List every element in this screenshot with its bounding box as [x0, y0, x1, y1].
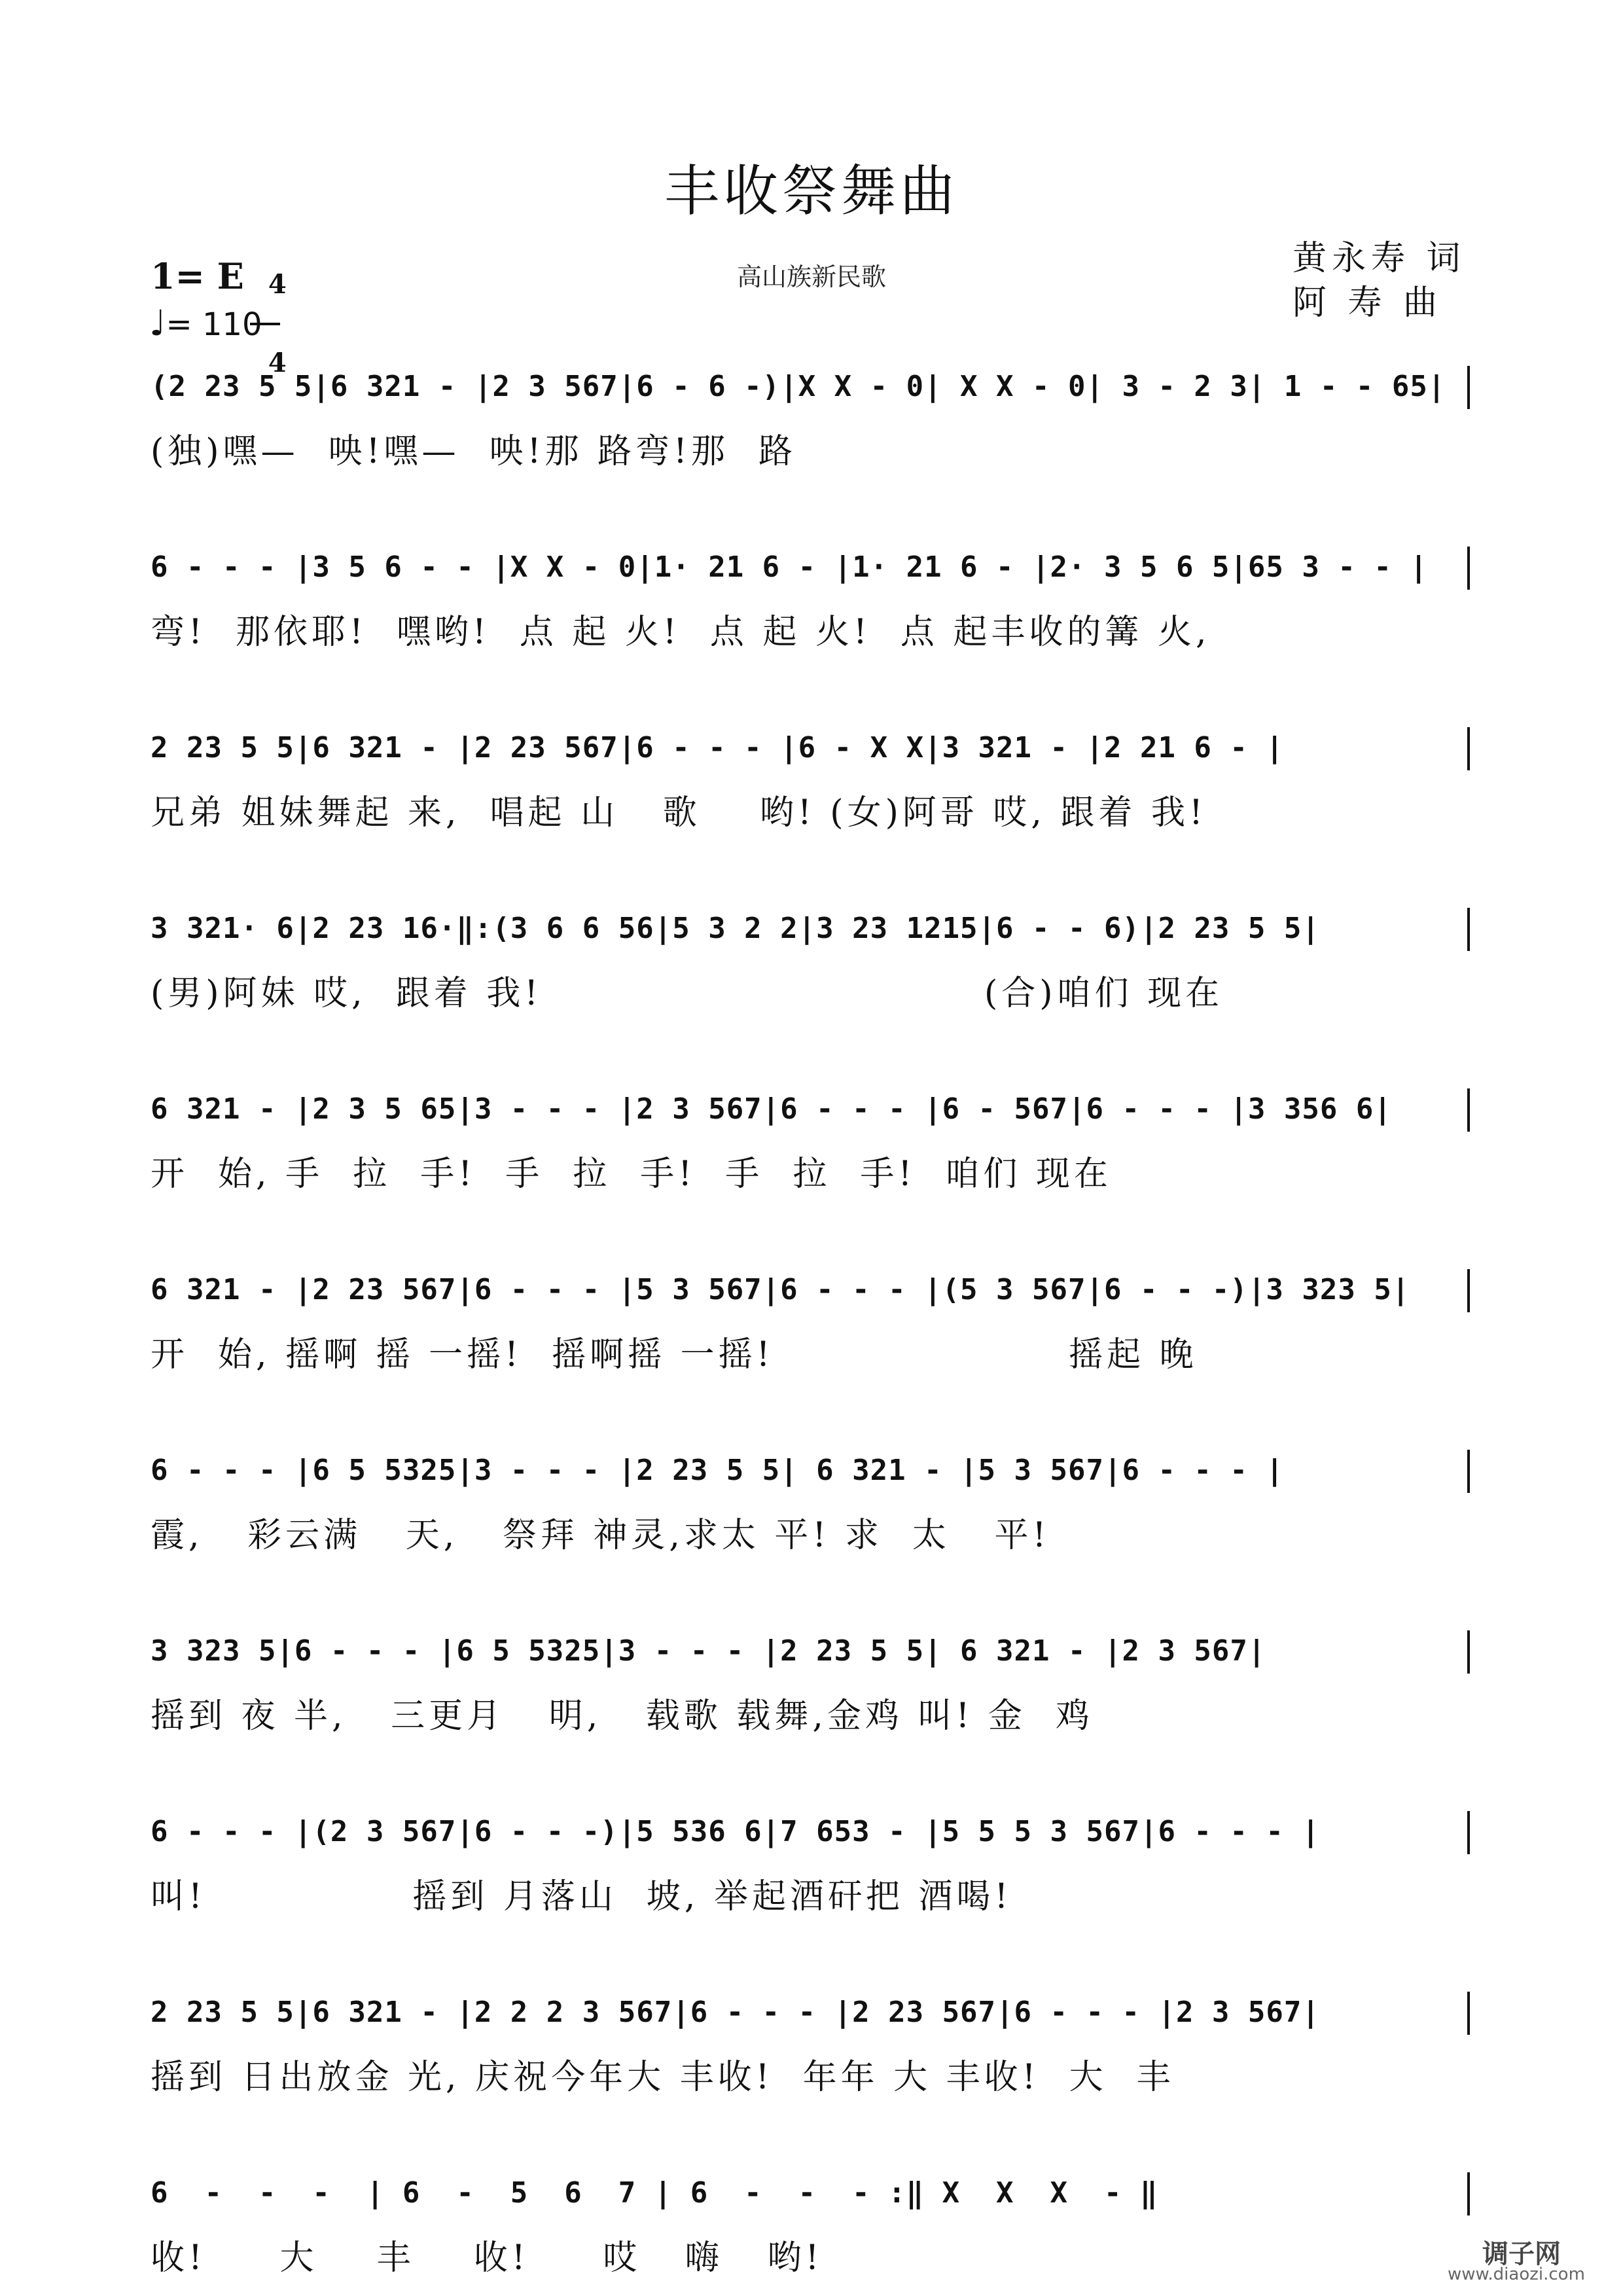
system-end-barline	[1467, 908, 1470, 951]
lyrics-line: 霞, 彩云满 天, 祭拜 神灵,求太 平! 求 太 平!	[151, 1516, 1050, 1555]
system-end-barline	[1467, 1630, 1470, 1674]
watermark-site-url: www.diaozi.com	[1448, 2265, 1585, 2284]
system-end-barline	[1467, 1269, 1470, 1312]
lyrics-line: (男)阿妹 哎, 跟着 我! (合)咱们 现在	[151, 974, 1224, 1013]
notation-line: 2 23 5 5|6 321 - |2 2 2 3 567|6 - - - |2 23 567|6 - - - |2 3 567|	[151, 1996, 1320, 2029]
notation-line: 6 321 - |2 3 5 65|3 - - - |2 3 567|6 - - - |6 - 567|6 - - - |3 356 6|	[151, 1092, 1392, 1126]
notation-line: 3 323 5|6 - - - |6 5 5325|3 - - - |2 23 5 5| 6 321 - |2 3 567|	[151, 1634, 1266, 1668]
lyrics-line: 收! 大 丰 收! 哎 嗨 哟!	[151, 2238, 823, 2278]
watermark-site-name: 调子网	[1482, 2239, 1561, 2269]
system-end-barline	[1467, 547, 1470, 590]
lyricist-credit: 黄永寿 词	[1293, 239, 1466, 278]
lyrics-line: (独)嘿— 咉!嘿— 咉!那 路弯!那 路	[151, 432, 796, 471]
lyrics-line: 摇到 日出放金 光, 庆祝今年大 丰收! 年年 大 丰收! 大 丰	[151, 2058, 1175, 2097]
system-end-barline	[1467, 2172, 1470, 2215]
system-end-barline	[1467, 366, 1470, 409]
notation-line: 3 321· 6|2 23 16·‖:(3 6 6 56|5 3 2 2|3 23 1215|6 - - 6)|2 23 5 5|	[151, 912, 1320, 945]
system-end-barline	[1467, 727, 1470, 770]
system-end-barline	[1467, 1992, 1470, 2035]
time-signature-bottom: 4	[268, 348, 287, 378]
notation-line: 6 - - - |3 5 6 - - |X X - 0|1· 21 6 - |1· 21 6 - |2· 3 5 6 5|65 3 - - |	[151, 550, 1428, 584]
system-end-barline	[1467, 1088, 1470, 1132]
notation-line: (2 23 5 5|6 321 - |2 3 567|6 - 6 -)|X X - 0| X X - 0| 3 - 2 3| 1 - - 65|	[151, 370, 1446, 403]
notation-line: 6 - - - |(2 3 567|6 - - -)|5 536 6|7 653 - |5 5 5 3 567|6 - - - |	[151, 1815, 1320, 1848]
system-end-barline	[1467, 1811, 1470, 1854]
notation-line: 6 321 - |2 23 567|6 - - - |5 3 567|6 - - - |(5 3 567|6 - - -)|3 323 5|	[151, 1273, 1410, 1306]
time-signature-top: 4	[268, 269, 287, 300]
tempo-value: = 110	[166, 306, 262, 343]
key-signature: 1= E	[151, 255, 244, 297]
lyrics-line: 开 始, 摇啊 摇 一摇! 摇啊摇 一摇! 摇起 晚	[151, 1335, 1198, 1374]
lyrics-line: 开 始, 手 拉 手! 手 拉 手! 手 拉 手! 咱们 现在	[151, 1155, 1112, 1194]
lyrics-line: 摇到 夜 半, 三更月 明, 载歌 载舞,金鸡 叫! 金 鸡	[151, 1696, 1094, 1736]
system-end-barline	[1467, 1450, 1470, 1493]
notation-line: 2 23 5 5|6 321 - |2 23 567|6 - - - |6 - X X|3 321 - |2 21 6 - |	[151, 731, 1284, 764]
lyrics-line: 兄弟 姐妹舞起 来, 唱起 山 歌 哟! (女)阿哥 哎, 跟着 我!	[151, 793, 1207, 833]
composer-credit: 阿 寿 曲	[1293, 283, 1443, 323]
notation-line: 6 - - - |6 5 5325|3 - - - |2 23 5 5| 6 321 - |5 3 567|6 - - - |	[151, 1454, 1284, 1487]
notation-line: 6 - - - | 6 - 5 6 7 | 6 - - - :‖ X X X - ‖	[151, 2176, 1158, 2210]
score-title: 丰收祭舞曲	[664, 159, 959, 223]
quarter-note-icon: ♩	[149, 302, 166, 344]
tempo-mark	[149, 302, 262, 344]
lyrics-line: 弯! 那依耶! 嘿哟! 点 起 火! 点 起 火! 点 起丰收的篝 火,	[151, 613, 1211, 652]
lyrics-line: 叫! 摇到 月落山 坡, 举起酒矸把 酒喝!	[151, 1877, 1012, 1916]
genre-subtitle: 高山族新民歌	[736, 262, 886, 291]
